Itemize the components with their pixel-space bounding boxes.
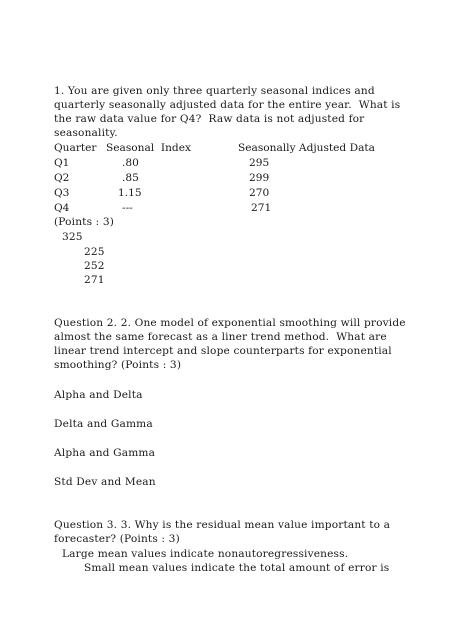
table-cell-index: .80 bbox=[122, 157, 139, 169]
table-cell-adjusted: 271 bbox=[251, 202, 272, 214]
q2-text-line-1: Question 2. 2. One model of exponential smoothing will provide bbox=[54, 317, 406, 329]
q2-text-line-3: linear trend intercept and slope counterparts for exponential bbox=[54, 345, 392, 357]
q2-option[interactable]: Delta and Gamma bbox=[54, 418, 153, 430]
table-cell-quarter: Q4 bbox=[54, 202, 70, 214]
table-cell-index: --- bbox=[122, 202, 133, 214]
table-header-seasonal-index: Seasonal Index bbox=[106, 142, 191, 154]
table-cell-adjusted: 270 bbox=[249, 187, 270, 199]
q2-option[interactable]: Alpha and Gamma bbox=[54, 447, 156, 459]
q1-option[interactable]: 325 bbox=[62, 231, 83, 243]
q1-text-line-1: 1. You are given only three quarterly seasonal indices and bbox=[54, 85, 375, 97]
q2-option[interactable]: Alpha and Delta bbox=[54, 389, 143, 401]
q1-text-line-2: quarterly seasonally adjusted data for the entire year. What is bbox=[54, 99, 401, 111]
q2-text-line-4: smoothing? (Points : 3) bbox=[54, 359, 182, 371]
table-cell-index: 1.15 bbox=[118, 187, 142, 199]
q1-option[interactable]: 271 bbox=[84, 274, 105, 286]
q3-option[interactable]: Large mean values indicate nonautoregressiveness. bbox=[62, 548, 349, 560]
q2-option[interactable]: Std Dev and Mean bbox=[54, 476, 156, 488]
table-header-seasonally-adjusted: Seasonally Adjusted Data bbox=[238, 142, 375, 154]
table-cell-quarter: Q1 bbox=[54, 157, 70, 169]
q3-option[interactable]: Small mean values indicate the total amount of error is bbox=[84, 562, 390, 574]
table-cell-adjusted: 299 bbox=[249, 172, 270, 184]
q2-text-line-2: almost the same forecast as a liner trend method. What are bbox=[54, 331, 387, 343]
q1-text-line-4: seasonality. bbox=[54, 127, 118, 139]
table-cell-index: .85 bbox=[122, 172, 139, 184]
q3-text-line-2: forecaster? (Points : 3) bbox=[54, 533, 180, 545]
table-cell-adjusted: 295 bbox=[249, 157, 270, 169]
q1-text-line-3: the raw data value for Q4? Raw data is not adjusted for bbox=[54, 113, 365, 125]
q1-points: (Points : 3) bbox=[54, 216, 115, 228]
q1-option[interactable]: 225 bbox=[84, 246, 105, 258]
q3-text-line-1: Question 3. 3. Why is the residual mean value important to a bbox=[54, 519, 391, 531]
table-cell-quarter: Q3 bbox=[54, 187, 70, 199]
table-header-quarter: Quarter bbox=[54, 142, 97, 154]
q1-option[interactable]: 252 bbox=[84, 260, 105, 272]
table-cell-quarter: Q2 bbox=[54, 172, 70, 184]
